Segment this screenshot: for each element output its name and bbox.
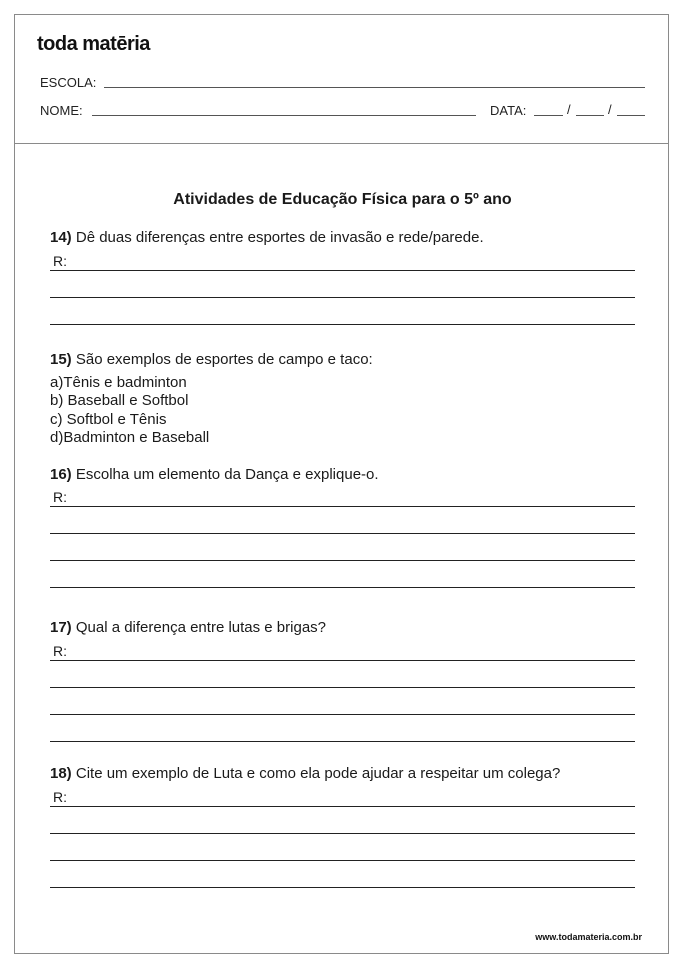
option-a[interactable]: a)Tênis e badminton: [50, 374, 187, 391]
page-title: Atividades de Educação Física para o 5º ano: [173, 191, 512, 208]
answer-line[interactable]: [50, 833, 635, 834]
question-15: [50, 351, 373, 368]
question-text: São exemplos de esportes de campo e taco:: [71, 351, 373, 368]
answer-line[interactable]: [50, 560, 635, 561]
date-year-field[interactable]: [617, 115, 645, 116]
option-d[interactable]: d)Badminton e Baseball: [50, 429, 210, 446]
question-number: 14): [50, 229, 72, 246]
school-label: ESCOLA:: [40, 75, 97, 90]
question-text: Cite um exemplo de Luta e como ela pode ajudar a respeitar um colega?: [71, 765, 561, 782]
name-label: NOME:: [40, 103, 83, 118]
answer-line[interactable]: [50, 687, 635, 688]
school-field[interactable]: [104, 87, 645, 88]
answer-line[interactable]: [50, 297, 635, 298]
date-separator: /: [608, 102, 612, 117]
answer-line[interactable]: [50, 660, 635, 661]
answer-label: R:: [53, 789, 67, 805]
answer-line[interactable]: [50, 741, 635, 742]
answer-line[interactable]: [50, 887, 635, 888]
question-16: [50, 466, 379, 483]
answer-line[interactable]: [50, 324, 635, 325]
name-field[interactable]: [92, 115, 476, 116]
question-18: [50, 765, 560, 782]
date-label: DATA:: [490, 103, 527, 118]
date-month-field[interactable]: [576, 115, 604, 116]
answer-line[interactable]: [50, 533, 635, 534]
worksheet-frame: [14, 14, 669, 954]
question-text: Qual a diferença entre lutas e brigas?: [71, 619, 327, 636]
answer-line[interactable]: [50, 714, 635, 715]
answer-label: R:: [53, 489, 67, 505]
date-day-field[interactable]: [534, 115, 563, 116]
option-c[interactable]: c) Softbol e Tênis: [50, 411, 167, 428]
date-separator: /: [567, 102, 571, 117]
question-number: 15): [50, 351, 72, 368]
question-text: Escolha um elemento da Dança e explique-o.: [71, 466, 379, 483]
logo: toda matēria: [37, 33, 150, 55]
footer-url: www.todamateria.com.br: [535, 932, 642, 942]
answer-line[interactable]: [50, 860, 635, 861]
answer-label: R:: [53, 643, 67, 659]
question-number: 16): [50, 466, 72, 483]
question-number: 18): [50, 765, 72, 782]
header-divider: [14, 143, 669, 144]
answer-line[interactable]: [50, 587, 635, 588]
answer-line[interactable]: [50, 806, 635, 807]
answer-line[interactable]: [50, 506, 635, 507]
option-b[interactable]: b) Baseball e Softbol: [50, 392, 189, 409]
question-number: 17): [50, 619, 72, 636]
question-17: [50, 619, 326, 636]
answer-line[interactable]: [50, 270, 635, 271]
answer-label: R:: [53, 253, 67, 269]
question-14: [50, 229, 484, 246]
question-text: Dê duas diferenças entre esportes de invasão e rede/parede.: [71, 229, 484, 246]
